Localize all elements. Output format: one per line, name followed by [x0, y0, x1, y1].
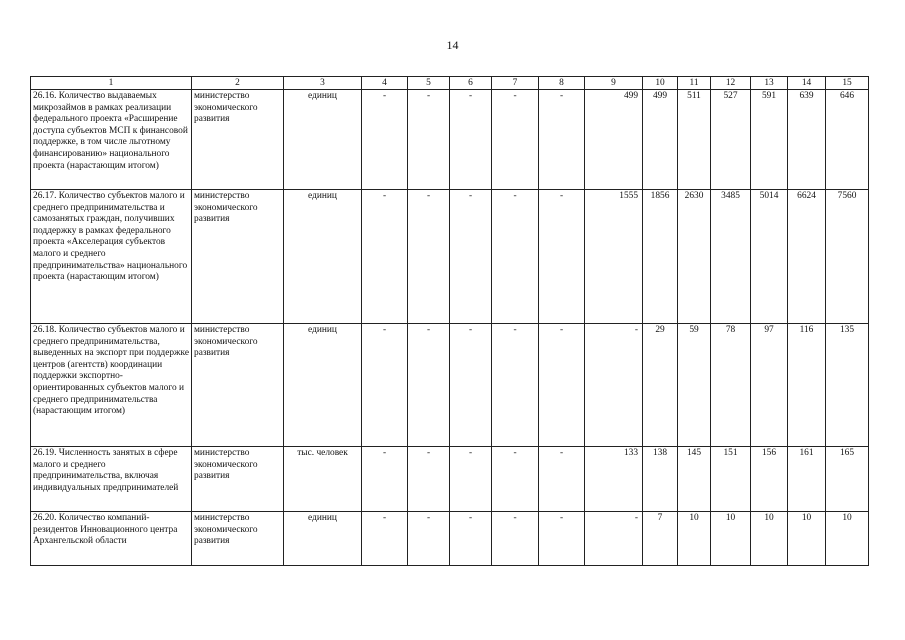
value-cell: - — [362, 447, 408, 512]
indicator-name: 26.16. Количество выдаваемых микрозаймов в рамках реализации федерального проекта «Расширение доступа субъектов МСП к финансовой поддержке, в том числе льготному финансированию» национального проекта (нарастающим итогом) — [31, 90, 192, 190]
column-header: 3 — [284, 77, 362, 90]
executor-cell: министерство экономического развития — [192, 447, 284, 512]
value-cell: 527 — [711, 90, 751, 190]
value-cell: - — [450, 447, 492, 512]
value-cell: 591 — [751, 90, 788, 190]
value-cell: 1555 — [585, 190, 643, 324]
value-cell: - — [408, 447, 450, 512]
value-cell: 511 — [678, 90, 711, 190]
value-cell: 161 — [788, 447, 826, 512]
table-row — [31, 447, 869, 512]
column-header: 2 — [192, 77, 284, 90]
column-header: 15 — [826, 77, 869, 90]
value-cell: - — [362, 90, 408, 190]
value-cell: 133 — [585, 447, 643, 512]
value-cell: 646 — [826, 90, 869, 190]
value-cell: 1856 — [643, 190, 678, 324]
indicator-name: 26.18. Количество субъектов малого и среднего предпринимательства, выведенных на экспорт при поддержке центров (агентств) координации поддержки экспортно-ориентированных субъектов малого и среднего предпринимательства (нарастающим итогом) — [31, 324, 192, 447]
table-row — [31, 512, 869, 566]
indicator-name: 26.20. Количество компаний-резидентов Инновационного центра Архангельской области — [31, 512, 192, 566]
value-cell: - — [362, 190, 408, 324]
value-cell: - — [408, 190, 450, 324]
value-cell: - — [492, 324, 539, 447]
value-cell: 7560 — [826, 190, 869, 324]
value-cell: 151 — [711, 447, 751, 512]
value-cell: 639 — [788, 90, 826, 190]
value-cell: 135 — [826, 324, 869, 447]
value-cell: 59 — [678, 324, 711, 447]
unit-cell: единиц — [284, 90, 362, 190]
indicator-name: 26.17. Количество субъектов малого и среднего предпринимательства и самозанятых граждан, получивших поддержку в рамках федерального проекта «Акселерация субъектов малого и среднего предпринимательства» национального проекта (нарастающим итогом) — [31, 190, 192, 324]
value-cell: 5014 — [751, 190, 788, 324]
value-cell: 97 — [751, 324, 788, 447]
table-row — [31, 190, 869, 324]
column-header: 4 — [362, 77, 408, 90]
value-cell: - — [585, 324, 643, 447]
executor-cell: министерство экономического развития — [192, 90, 284, 190]
executor-cell: министерство экономического развития — [192, 324, 284, 447]
value-cell: 116 — [788, 324, 826, 447]
value-cell: - — [408, 512, 450, 566]
value-cell: - — [539, 190, 585, 324]
value-cell: - — [362, 512, 408, 566]
value-cell: 10 — [826, 512, 869, 566]
column-header: 13 — [751, 77, 788, 90]
value-cell: 499 — [585, 90, 643, 190]
value-cell: - — [408, 324, 450, 447]
unit-cell: единиц — [284, 190, 362, 324]
table-row — [31, 90, 869, 190]
column-header: 9 — [585, 77, 643, 90]
value-cell: - — [450, 190, 492, 324]
column-header: 1 — [31, 77, 192, 90]
value-cell: - — [362, 324, 408, 447]
value-cell: - — [408, 90, 450, 190]
table-row — [31, 324, 869, 447]
value-cell: 2630 — [678, 190, 711, 324]
value-cell: - — [492, 90, 539, 190]
column-header: 11 — [678, 77, 711, 90]
value-cell: 10 — [751, 512, 788, 566]
value-cell: 156 — [751, 447, 788, 512]
column-header: 12 — [711, 77, 751, 90]
value-cell: - — [492, 512, 539, 566]
value-cell: 138 — [643, 447, 678, 512]
executor-cell: министерство экономического развития — [192, 512, 284, 566]
column-header: 6 — [450, 77, 492, 90]
indicators-table — [30, 76, 869, 566]
value-cell: - — [450, 512, 492, 566]
column-header: 14 — [788, 77, 826, 90]
value-cell: 10 — [711, 512, 751, 566]
value-cell: 165 — [826, 447, 869, 512]
value-cell: - — [539, 90, 585, 190]
value-cell: 29 — [643, 324, 678, 447]
value-cell: 3485 — [711, 190, 751, 324]
value-cell: 6624 — [788, 190, 826, 324]
value-cell: - — [539, 447, 585, 512]
unit-cell: единиц — [284, 512, 362, 566]
column-header: 7 — [492, 77, 539, 90]
indicator-name: 26.19. Численность занятых в сфере малого и среднего предпринимательства, включая индивидуальных предпринимателей — [31, 447, 192, 512]
column-header: 5 — [408, 77, 450, 90]
value-cell: 7 — [643, 512, 678, 566]
value-cell: - — [492, 447, 539, 512]
value-cell: 10 — [678, 512, 711, 566]
value-cell: - — [539, 512, 585, 566]
page-number: 14 — [446, 38, 459, 52]
unit-cell: тыс. человек — [284, 447, 362, 512]
executor-cell: министерство экономического развития — [192, 190, 284, 324]
value-cell: 145 — [678, 447, 711, 512]
value-cell: - — [585, 512, 643, 566]
value-cell: - — [450, 324, 492, 447]
value-cell: - — [539, 324, 585, 447]
value-cell: 10 — [788, 512, 826, 566]
unit-cell: единиц — [284, 324, 362, 447]
header-row — [31, 77, 869, 90]
value-cell: - — [492, 190, 539, 324]
column-header: 10 — [643, 77, 678, 90]
value-cell: - — [450, 90, 492, 190]
value-cell: 499 — [643, 90, 678, 190]
value-cell: 78 — [711, 324, 751, 447]
column-header: 8 — [539, 77, 585, 90]
